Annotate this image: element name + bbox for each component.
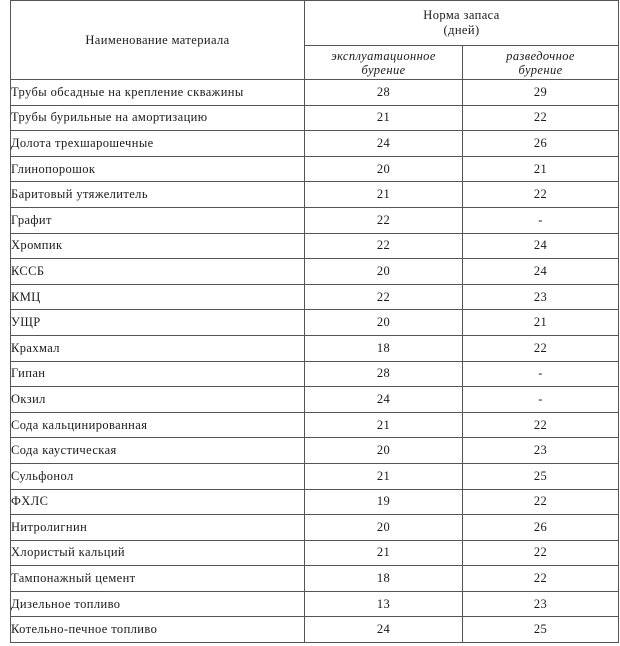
material-name-cell: Котельно-печное топливо [11,617,305,643]
table-row [11,335,619,361]
material-name-cell: Трубы бурильные на амортизацию [11,105,305,131]
exploitation-days-cell: 20 [305,259,463,285]
table-row [11,105,619,131]
exploitation-days-cell: 20 [305,515,463,541]
table-row [11,617,619,643]
exploitation-days-cell: 21 [305,412,463,438]
table-row [11,156,619,182]
exploration-days-cell: 24 [463,233,619,259]
header-norm-title: Норма запаса [423,8,500,22]
material-name-cell: Сульфонол [11,463,305,489]
header-norm-unit: (дней) [443,23,480,37]
exploration-days-cell: 29 [463,80,619,106]
exploitation-days-cell: 13 [305,591,463,617]
exploration-days-cell: 25 [463,617,619,643]
exploration-days-cell: - [463,207,619,233]
exploration-days-cell: 22 [463,182,619,208]
table-row [11,233,619,259]
stock-norms-table [10,0,619,643]
exploration-days-cell: - [463,387,619,413]
header-material-name: Наименование материала [11,1,305,80]
table-row [11,361,619,387]
exploitation-days-cell: 28 [305,361,463,387]
exploitation-days-cell: 20 [305,438,463,464]
exploitation-days-cell: 24 [305,387,463,413]
table-header [11,1,619,80]
table-row [11,182,619,208]
table-row [11,463,619,489]
table-row [11,131,619,157]
exploration-days-cell: 22 [463,566,619,592]
exploitation-days-cell: 19 [305,489,463,515]
exploitation-days-cell: 28 [305,80,463,106]
exploration-days-cell: 24 [463,259,619,285]
exploration-days-cell: 22 [463,335,619,361]
material-name-cell: Крахмал [11,335,305,361]
material-name-cell: ФХЛС [11,489,305,515]
exploitation-days-cell: 24 [305,617,463,643]
exploration-days-cell: 23 [463,284,619,310]
table-row [11,310,619,336]
exploitation-days-cell: 20 [305,156,463,182]
material-name-cell: Хлористый кальций [11,540,305,566]
material-name-cell: Тампонажный цемент [11,566,305,592]
material-name-cell: Дизельное топливо [11,591,305,617]
material-name-cell: Гипан [11,361,305,387]
table-row [11,207,619,233]
exploration-days-cell: 25 [463,463,619,489]
material-name-cell: Сода каустическая [11,438,305,464]
table-row [11,259,619,285]
material-name-cell: Окзил [11,387,305,413]
exploitation-days-cell: 24 [305,131,463,157]
exploration-days-cell: 26 [463,131,619,157]
table-row [11,387,619,413]
exploration-days-cell: 22 [463,412,619,438]
table-row [11,566,619,592]
table-row [11,515,619,541]
table-row [11,412,619,438]
material-name-cell: Хромпик [11,233,305,259]
table-row [11,284,619,310]
material-name-cell: УЩР [11,310,305,336]
exploitation-days-cell: 21 [305,540,463,566]
table-row [11,489,619,515]
exploration-days-cell: 22 [463,489,619,515]
header-exploitation-drilling: эксплуатационное бурение [305,46,463,80]
table-row [11,438,619,464]
exploration-days-cell: 22 [463,540,619,566]
exploitation-days-cell: 22 [305,284,463,310]
material-name-cell: КССБ [11,259,305,285]
exploration-days-cell: 26 [463,515,619,541]
material-name-cell: Сода кальцинированная [11,412,305,438]
material-name-cell: Баритовый утяжелитель [11,182,305,208]
exploitation-days-cell: 18 [305,335,463,361]
exploration-days-cell: - [463,361,619,387]
exploration-days-cell: 21 [463,156,619,182]
exploitation-days-cell: 22 [305,233,463,259]
exploration-days-cell: 23 [463,591,619,617]
material-name-cell: Трубы обсадные на крепление скважины [11,80,305,106]
table-row [11,80,619,106]
header-exploration-drilling: разведочное бурение [463,46,619,80]
exploitation-days-cell: 21 [305,463,463,489]
exploitation-days-cell: 22 [305,207,463,233]
exploitation-days-cell: 18 [305,566,463,592]
exploration-days-cell: 22 [463,105,619,131]
material-name-cell: Долота трехшарошечные [11,131,305,157]
header-stock-norm [305,1,619,46]
material-name-cell: Графит [11,207,305,233]
table-body [11,80,619,643]
exploitation-days-cell: 21 [305,105,463,131]
material-name-cell: Глинопорошок [11,156,305,182]
exploration-days-cell: 21 [463,310,619,336]
material-name-cell: КМЦ [11,284,305,310]
exploitation-days-cell: 21 [305,182,463,208]
table-row [11,540,619,566]
exploitation-days-cell: 20 [305,310,463,336]
table-row [11,591,619,617]
exploration-days-cell: 23 [463,438,619,464]
material-name-cell: Нитролигнин [11,515,305,541]
